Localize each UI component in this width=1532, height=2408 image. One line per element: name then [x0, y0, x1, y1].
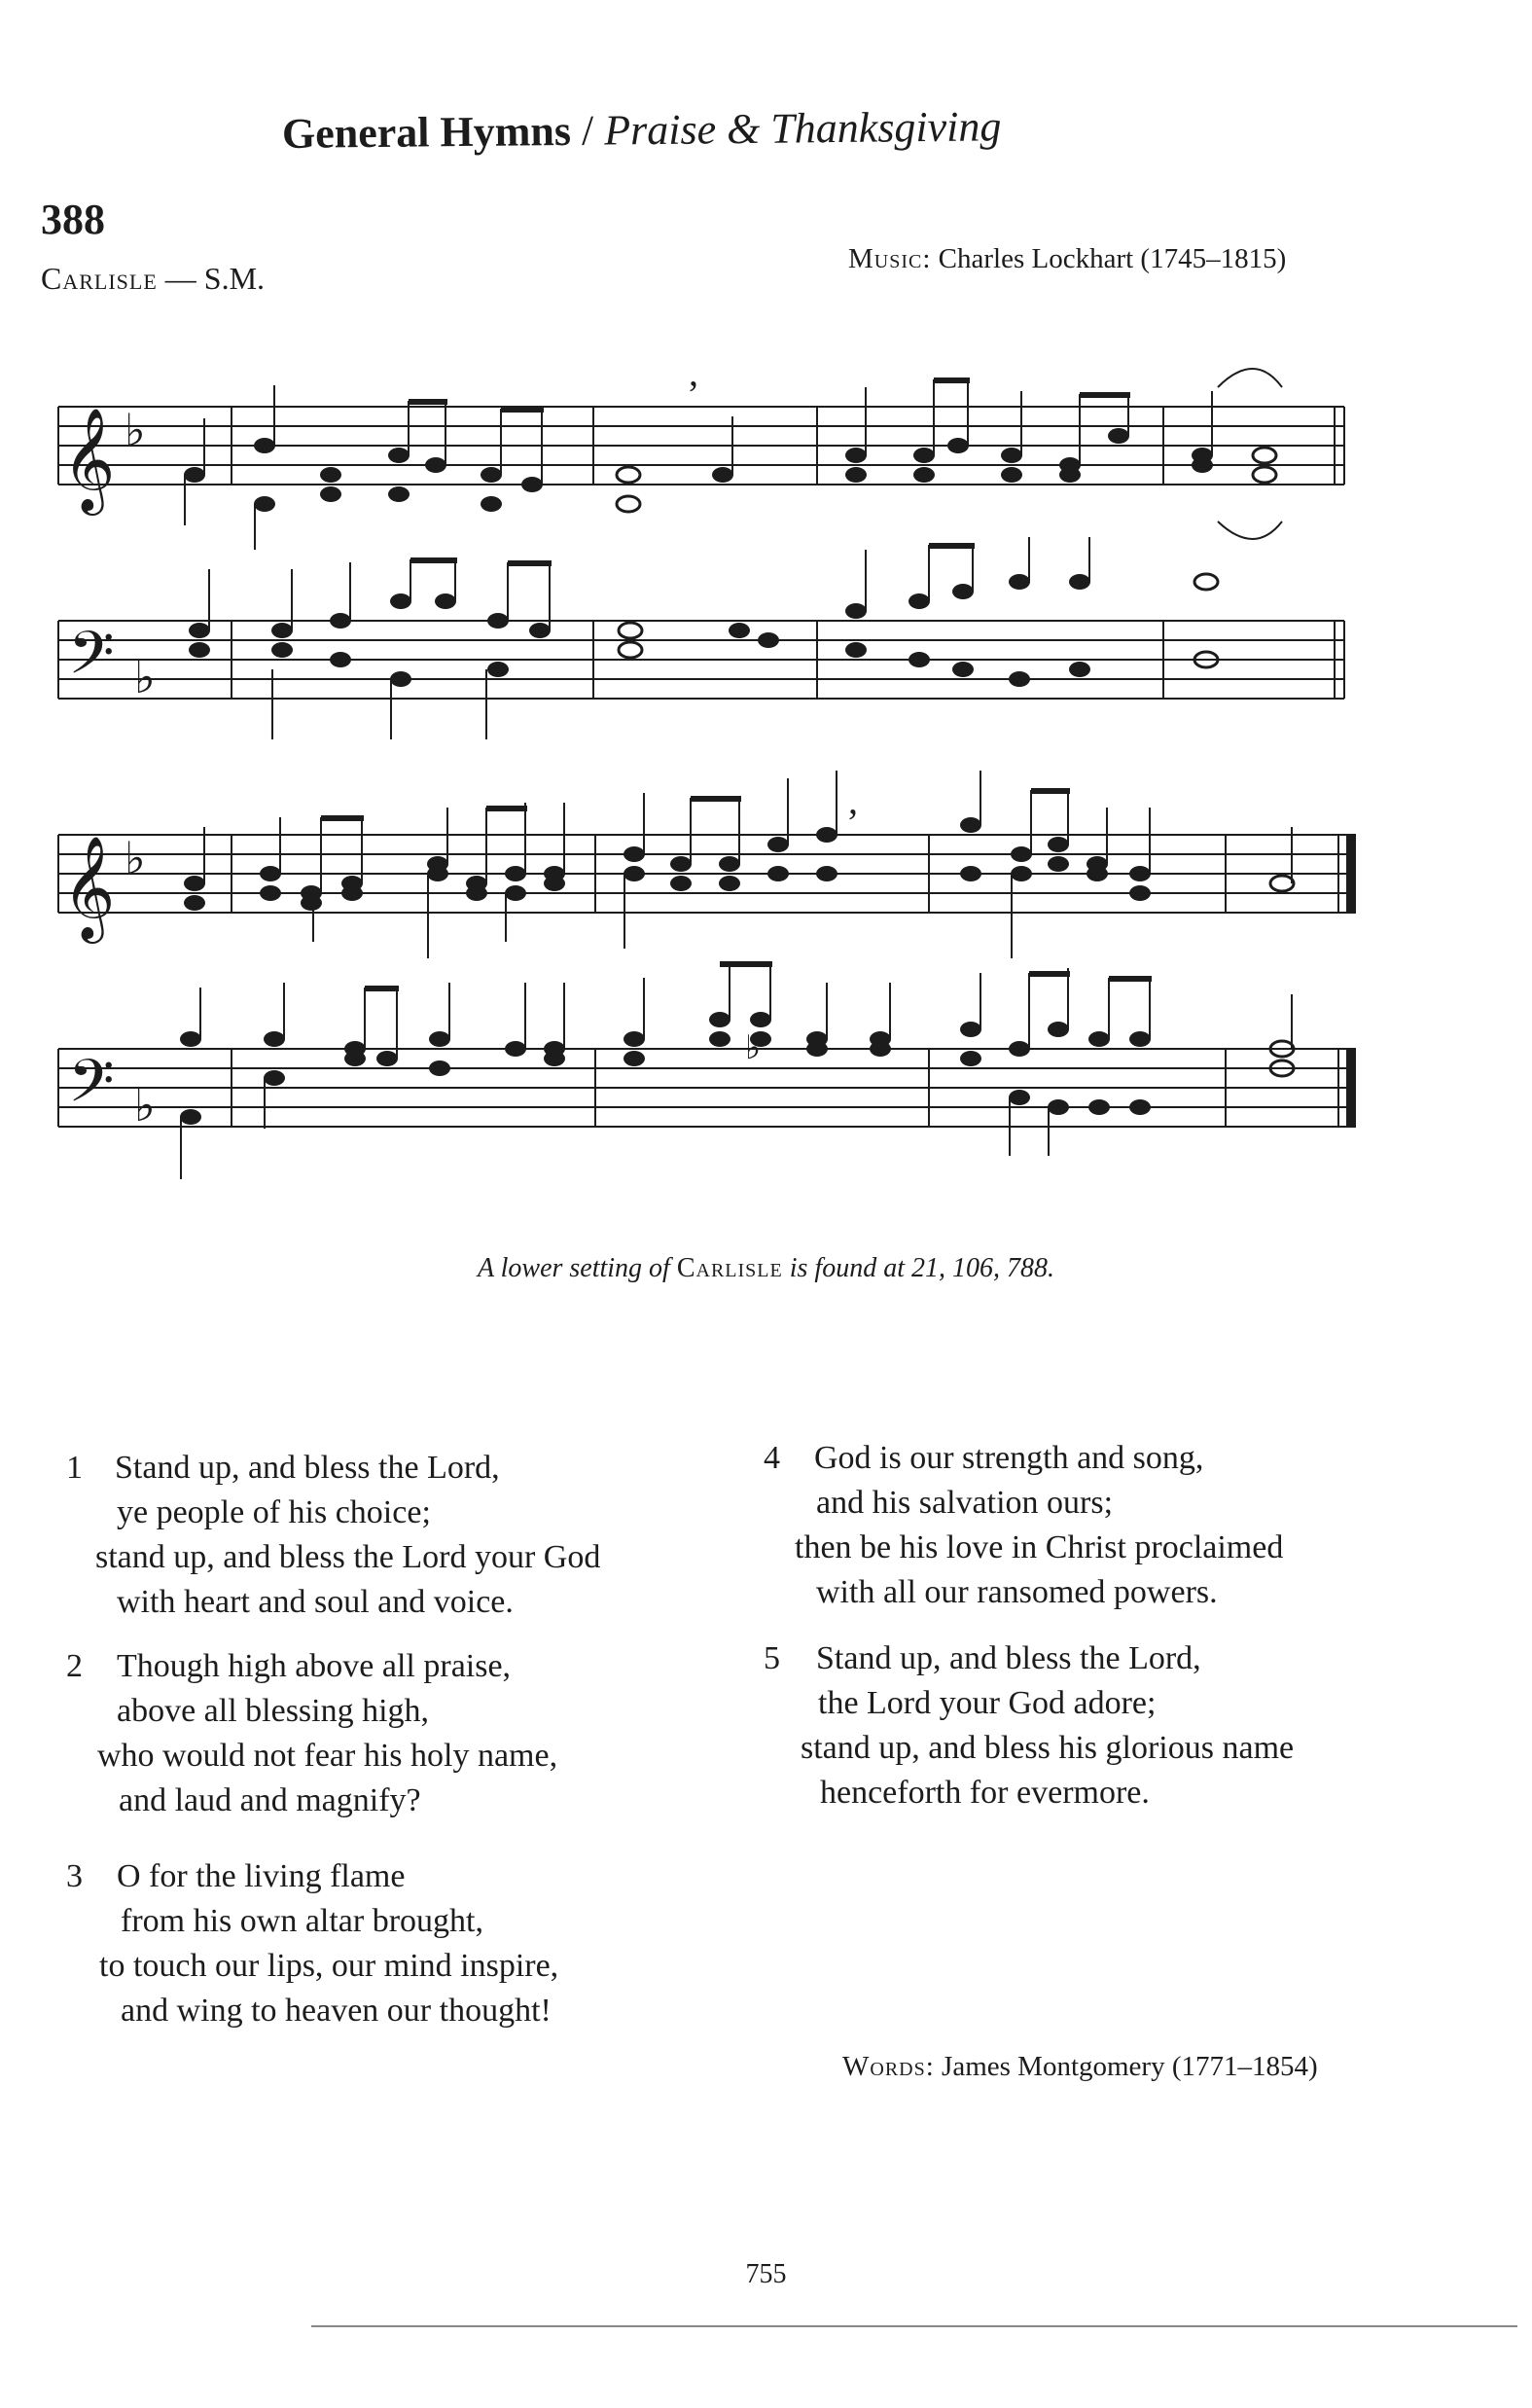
- system-1: [58, 350, 1344, 739]
- verse-line: God is our strength and song,: [814, 1440, 1204, 1476]
- verse-line: and wing to heaven our thought!: [121, 1993, 552, 2029]
- final-barline: [1346, 1049, 1356, 1127]
- bass-stems-1: [209, 537, 1089, 739]
- key-signature-flat-icon: ♭: [134, 1079, 156, 1132]
- note-tune: Carlisle: [676, 1253, 783, 1283]
- bass-beams-1: [410, 543, 975, 566]
- verse-line: stand up, and bless his glorious name: [801, 1730, 1295, 1766]
- verse-line: the Lord your God adore;: [818, 1685, 1157, 1721]
- bass-beams-2: [365, 961, 1152, 991]
- bass-staff-1: [58, 621, 1344, 699]
- meter-separator: —: [157, 261, 204, 296]
- verse-line: to touch our lips, our mind inspire,: [99, 1948, 559, 1984]
- verse-line: above all blessing high,: [117, 1693, 430, 1729]
- verse-number: 1: [66, 1450, 83, 1486]
- bottom-rule: [311, 2325, 1517, 2327]
- bass-stems-2: [181, 963, 1292, 1179]
- words-label: Words:: [842, 2051, 935, 2082]
- tie-bottom: [1218, 521, 1282, 539]
- verse-line: and his salvation ours;: [816, 1485, 1114, 1521]
- header-separator: /: [570, 106, 605, 155]
- verse-line: Stand up, and bless the Lord,: [816, 1640, 1201, 1676]
- page-number: 755: [745, 2259, 787, 2289]
- music-label: Music:: [848, 243, 932, 274]
- tune-name: Carlisle: [41, 261, 158, 296]
- treble-beams-2: [321, 788, 1070, 821]
- verse-number: 3: [66, 1858, 83, 1894]
- verse-number: 4: [764, 1440, 780, 1476]
- hymn-number: 388: [41, 196, 105, 243]
- final-barline: [1346, 835, 1356, 913]
- meter: S.M.: [203, 261, 266, 296]
- verse-line: Stand up, and bless the Lord,: [115, 1450, 500, 1486]
- accidental-flat-icon: ♭: [745, 1028, 762, 1067]
- bass-clef-icon: 𝄢: [68, 1047, 115, 1131]
- treble-staff-2: [58, 835, 1356, 913]
- verse-line: henceforth for evermore.: [820, 1775, 1150, 1811]
- subsection-title: Praise & Thanksgiving: [603, 102, 1002, 155]
- words-credit: [842, 2051, 1318, 2083]
- composer: Charles Lockhart (1745–1815): [938, 243, 1287, 274]
- tie-top: [1218, 369, 1282, 387]
- treble-half-notes-2: [1270, 876, 1294, 891]
- verse-line: O for the living flame: [117, 1858, 406, 1894]
- system-2: [58, 771, 1356, 1179]
- treble-clef-icon: 𝄞: [62, 835, 116, 939]
- breath-mark-icon: ,: [848, 778, 858, 822]
- verse-number: 5: [764, 1640, 780, 1676]
- verse-line: and laud and magnify?: [119, 1782, 421, 1818]
- breath-mark-icon: ,: [689, 350, 698, 394]
- bass-notes-1: [189, 574, 1090, 687]
- treble-notes-1: [184, 428, 1213, 512]
- note-prefix: A lower setting of: [478, 1253, 677, 1283]
- bass-clef-icon: 𝄢: [68, 619, 115, 702]
- bass-staff-2: [58, 1049, 1356, 1127]
- treble-stems-2: [204, 771, 1292, 958]
- verse-line: Though high above all praise,: [117, 1648, 512, 1684]
- verse-number: 2: [66, 1648, 83, 1684]
- key-signature-flat-icon: ♭: [125, 404, 146, 456]
- treble-staff-1: [58, 407, 1344, 485]
- treble-notes-2: [184, 817, 1151, 911]
- treble-clef-icon: 𝄞: [62, 407, 116, 511]
- verse-line: with heart and soul and voice.: [117, 1584, 514, 1620]
- bass-half-notes-2: [1270, 1041, 1294, 1076]
- key-signature-flat-icon: ♭: [125, 832, 146, 884]
- lower-setting-note: [0, 1253, 1532, 1284]
- verse-line: from his own altar brought,: [121, 1903, 483, 1939]
- section-title: General Hymns: [281, 106, 572, 158]
- key-signature-flat-icon: ♭: [134, 651, 156, 703]
- note-suffix: is found at 21, 106, 788.: [782, 1253, 1054, 1283]
- verse-line: who would not fear his holy name,: [97, 1738, 558, 1774]
- verse-line: then be his love in Christ proclaimed: [795, 1529, 1284, 1565]
- verse-line: ye people of his choice;: [117, 1494, 431, 1530]
- words-author: James Montgomery (1771–1854): [942, 2051, 1318, 2082]
- verse-line: stand up, and bless the Lord your God: [95, 1539, 601, 1575]
- verse-line: with all our ransomed powers.: [816, 1574, 1218, 1610]
